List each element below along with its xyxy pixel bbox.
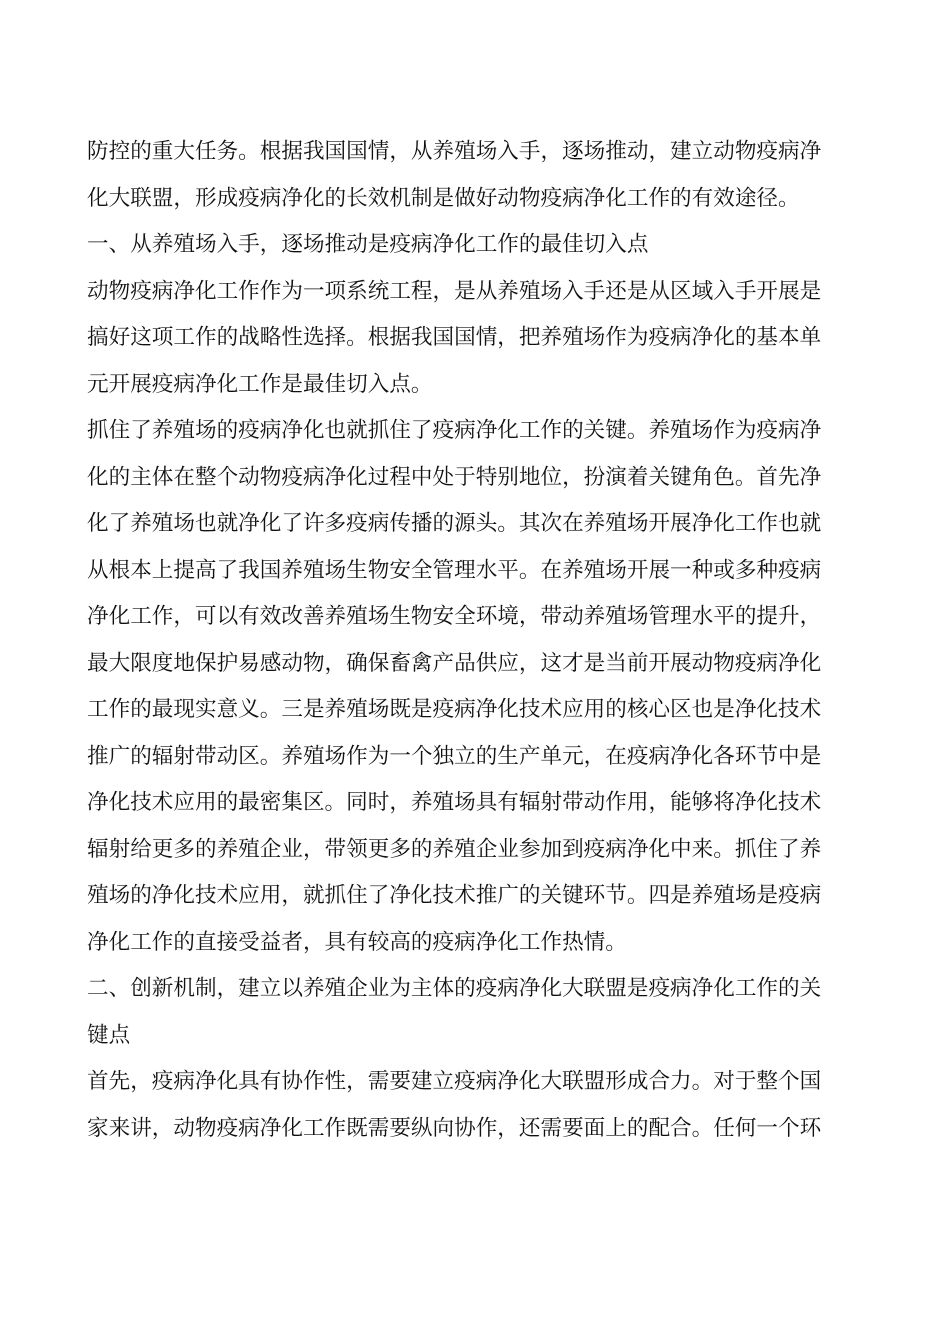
text-line: 殖场的净化技术应用，就抓住了净化技术推广的关键环节。四是养殖场是疫病 — [87, 883, 822, 908]
text-line: 化的主体在整个动物疫病净化过程中处于特别地位，扮演着关键角色。首先净 — [87, 464, 822, 490]
text-line: 搞好这项工作的战略性选择。根据我国国情，把养殖场作为疫病净化的基本单 — [87, 325, 822, 350]
section-heading: 一、从养殖场入手，逐场推动是疫病净化工作的最佳切入点 — [87, 232, 649, 257]
text-line: 从根本上提高了我国养殖场生物安全管理水平。在养殖场开展一种或多种疫病 — [87, 557, 822, 583]
text-line: 元开展疫病净化工作是最佳切入点。 — [87, 371, 433, 397]
text-line: 抓住了养殖场的疫病净化也就抓住了疫病净化工作的关键。养殖场作为疫病净 — [87, 418, 822, 443]
text-line: 工作的最现实意义。三是养殖场既是疫病净化技术应用的核心区也是净化技术 — [87, 697, 822, 722]
section-heading: 二、创新机制，建立以养殖企业为主体的疫病净化大联盟是疫病净化工作的关 — [87, 976, 822, 1001]
text-line: 首先，疫病净化具有协作性，需要建立疫病净化大联盟形成合力。对于整个国 — [87, 1069, 822, 1094]
document-body — [87, 129, 849, 1152]
section-heading: 键点 — [87, 1022, 131, 1048]
text-line: 净化技术应用的最密集区。同时，养殖场具有辐射带动作用，能够将净化技术 — [87, 790, 822, 815]
text-line: 最大限度地保护易感动物，确保畜禽产品供应，这才是当前开展动物疫病净化 — [87, 650, 822, 676]
text-line: 防控的重大任务。根据我国国情，从养殖场入手，逐场推动，建立动物疫病净 — [87, 139, 822, 164]
text-line: 动物疫病净化工作作为一项系统工程，是从养殖场入手还是从区域入手开展是 — [87, 278, 822, 304]
text-line: 化大联盟，形成疫病净化的长效机制是做好动物疫病净化工作的有效途径。 — [87, 185, 800, 211]
text-line: 推广的辐射带动区。养殖场作为一个独立的生产单元，在疫病净化各环节中是 — [87, 743, 822, 769]
text-line: 家来讲，动物疫病净化工作既需要纵向协作，还需要面上的配合。任何一个环 — [87, 1115, 822, 1141]
text-line: 化了养殖场也就净化了许多疫病传播的源头。其次在养殖场开展净化工作也就 — [87, 511, 822, 536]
text-line: 净化工作，可以有效改善养殖场生物安全环境，带动养殖场管理水平的提升， — [87, 604, 822, 629]
text-line: 净化工作的直接受益者，具有较高的疫病净化工作热情。 — [87, 929, 627, 955]
text-line: 辐射给更多的养殖企业，带领更多的养殖企业参加到疫病净化中来。抓住了养 — [87, 836, 822, 862]
